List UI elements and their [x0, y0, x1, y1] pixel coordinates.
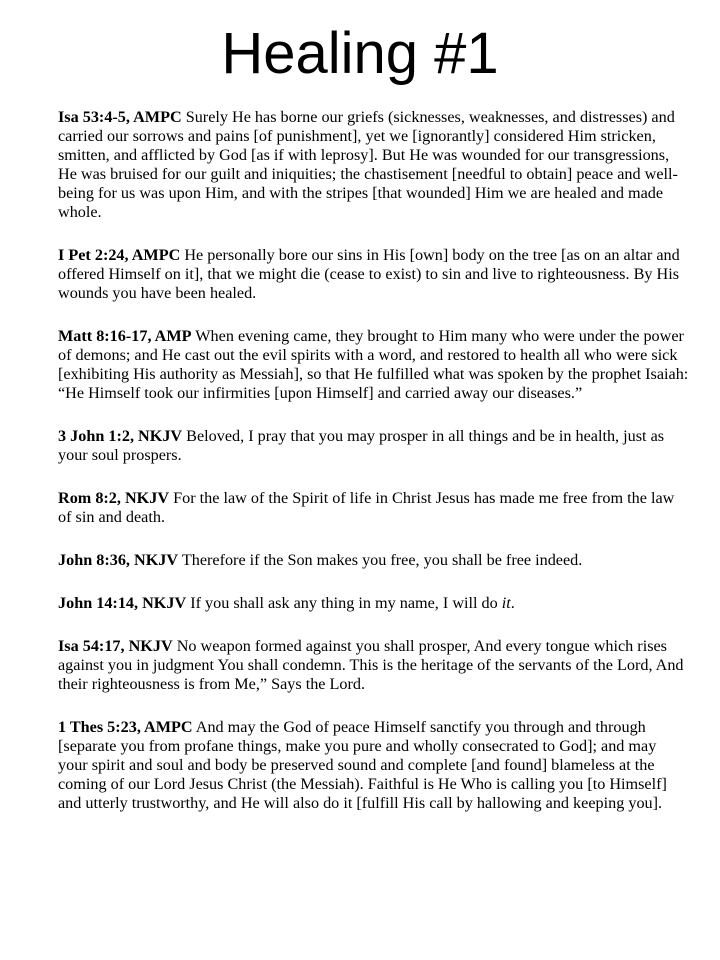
verse-reference: Rom 8:2, NKJV — [58, 489, 170, 507]
verse-text: When evening came, they brought to Him many who were under the power of demons; and He cast out the evil spirits with a word, and restored to health all who were sick [exhibiting His authority as Messiah], so that He fulfilled what was spoken by the prophet Isaiah: “He Himself took our infirmities [upon Himself] and carried away our diseases.” — [58, 327, 689, 402]
verse-matt-8 — [58, 327, 690, 403]
verse-3-john-1 — [58, 427, 690, 465]
verse-isa-54 — [58, 637, 690, 694]
verse-text: He personally bore our sins in His [own] body on the tree [as on an altar and offered Himself on it], that we might die (cease to exist) to sin and live to righteousness. By His wounds you have been healed. — [58, 246, 680, 302]
verse-1-thes-5 — [58, 718, 690, 813]
verse-john-14 — [58, 594, 690, 613]
verse-1-pet-2 — [58, 246, 690, 303]
verse-reference: Matt 8:16-17, AMP — [58, 327, 192, 345]
page-title: Healing #1 — [221, 21, 499, 86]
verse-text: Surely He has borne our griefs (sicknesses, weaknesses, and distresses) and carried our sorrows and pains [of punishment], yet we [ignorantly] considered Him stricken, smitten, and afflicted by God [as if with leprosy]. But He was wounded for our transgressions, He was bruised for our guilt and iniquities; the chastisement [needful to obtain] peace and well-being for us was upon Him, and with the stripes [that wounded] Him we are healed and made whole. — [58, 108, 678, 221]
verse-text: Therefore if the Son makes you free, you shall be free indeed. — [178, 551, 583, 569]
verse-reference: I Pet 2:24, AMPC — [58, 246, 181, 264]
verse-reference: 1 Thes 5:23, AMPC — [58, 718, 193, 736]
verse-rom-8 — [58, 489, 690, 527]
verse-isa-53 — [58, 108, 690, 222]
verse-list — [58, 108, 690, 837]
verse-text: If you shall ask any thing in my name, I will do — [186, 594, 502, 612]
verse-reference: John 8:36, NKJV — [58, 551, 179, 569]
verse-reference: 3 John 1:2, NKJV — [58, 427, 183, 445]
verse-john-8 — [58, 551, 690, 570]
verse-reference: John 14:14, NKJV — [58, 594, 187, 612]
verse-text-end: . — [510, 594, 515, 612]
verse-text: Beloved, I pray that you may prosper in all things and be in health, just as your soul prospers. — [58, 427, 665, 464]
verse-text: No weapon formed against you shall prosper, And every tongue which rises against you in judgment You shall condemn. This is the heritage of the servants of the Lord, And their righteousness is from Me,” Says the Lord. — [58, 637, 684, 693]
verse-reference: Isa 53:4-5, AMPC — [58, 108, 182, 126]
verse-text: And may the God of peace Himself sanctify you through and through [separate you from profane things, make you pure and wholly consecrated to God]; and may your spirit and soul and body be preserved sound and complete [and found] blameless at the coming of our Lord Jesus Christ (the Messiah). Faithful is He Who is calling you [to Himself] and utterly trustworthy, and He will also do it [fulfill His call by hallowing and keeping you]. — [58, 718, 667, 812]
verse-text: For the law of the Spirit of life in Christ Jesus has made me free from the law of sin and death. — [58, 489, 675, 526]
verse-reference: Isa 54:17, NKJV — [58, 637, 173, 655]
verse-italic-word: it — [501, 594, 511, 612]
